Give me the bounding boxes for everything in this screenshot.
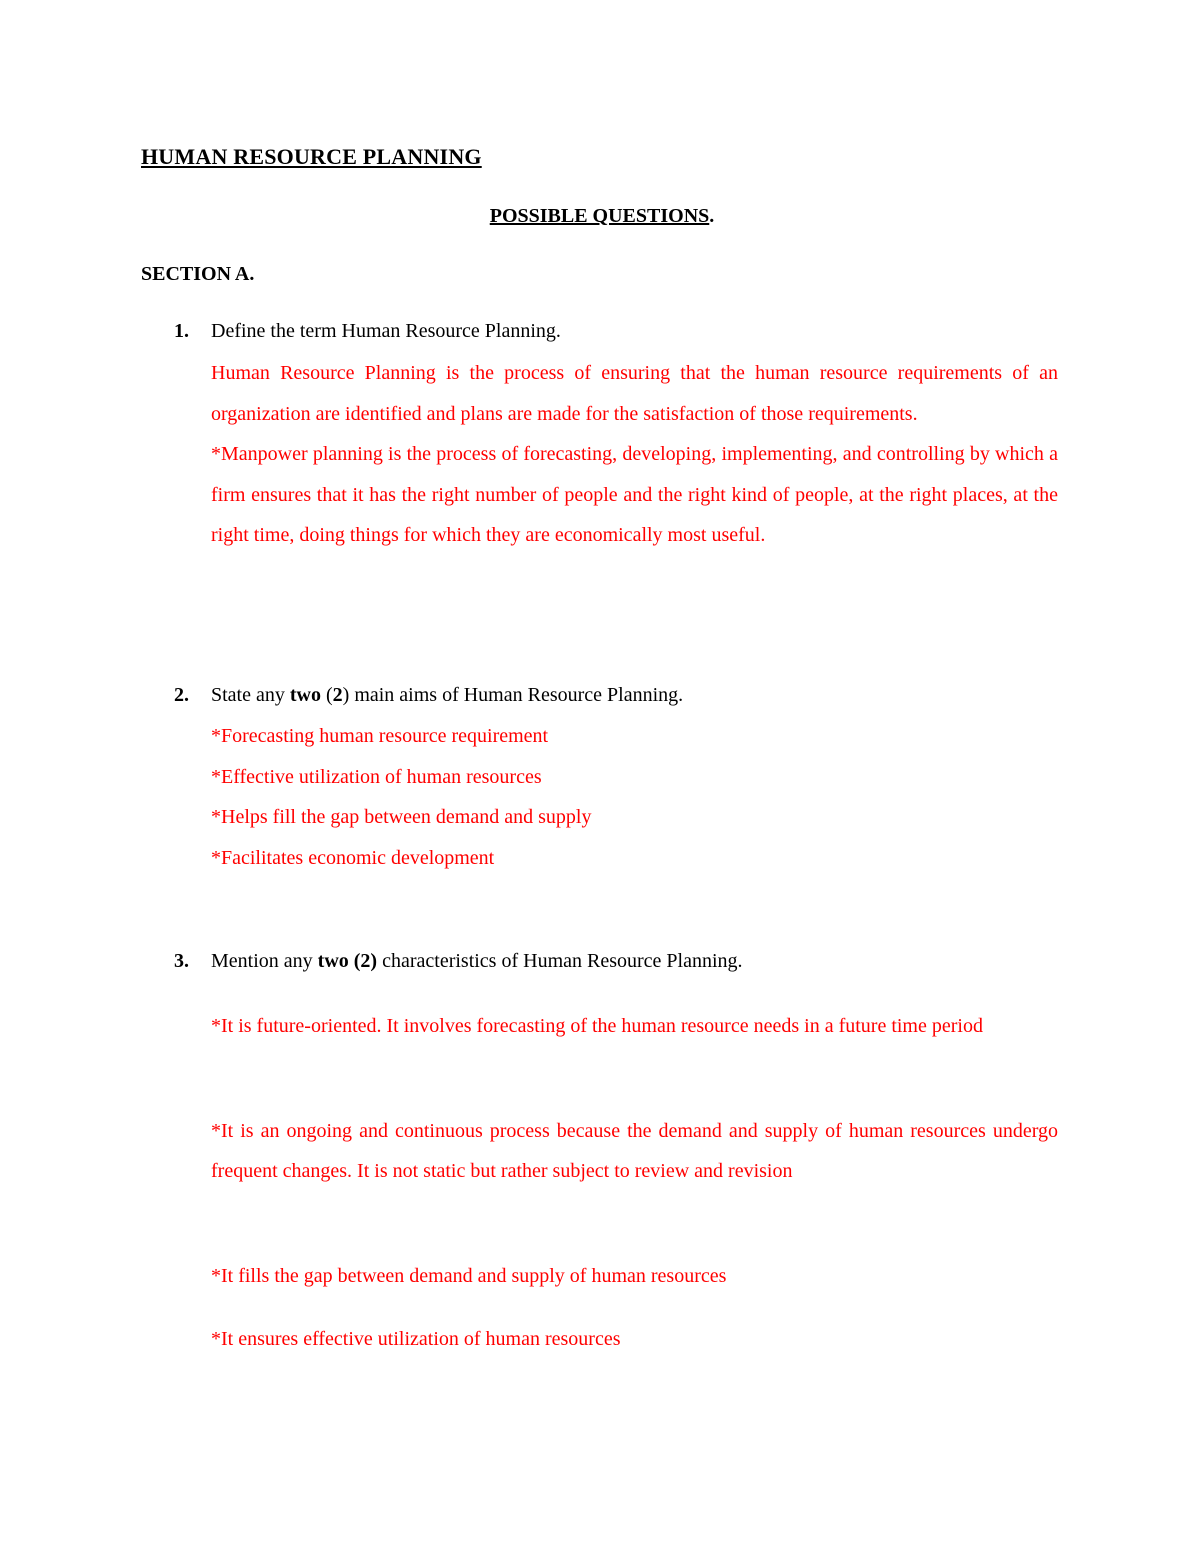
question-2-text [211, 684, 683, 707]
answer-paragraph: *Manpower planning is the process of forecasting, developing, implementing, and controlling by which a firm ensures that it has the right number of people and the right kind of people, at the right places, at the right time, doing things for which they are economically most useful. [211, 443, 1058, 547]
question-2-answers [211, 716, 1058, 878]
question-1-answer-1 [211, 353, 1058, 556]
answer-paragraph: Human Resource Planning is the process of ensuring that the human resource requirements of an organization are identified and plans are made for the satisfaction of those requirements. [211, 362, 1058, 425]
question-2-number: 2. [174, 684, 189, 706]
question-2-bold-2: 2 [332, 684, 343, 706]
possible-questions-period: . [709, 205, 715, 227]
question-3-answer-4: *It ensures effective utilization of human resources [211, 1328, 621, 1350]
question-1-text: Define the term Human Resource Planning. [211, 320, 561, 342]
question-3-answer-1: *It is future-oriented. It involves forecasting of the human resource needs in a future time period [211, 1015, 983, 1037]
possible-questions-heading [0, 205, 1200, 228]
question-3-text [211, 950, 743, 973]
answer-item: *Effective utilization of human resources [211, 765, 542, 788]
question-2-bold-two: two [289, 684, 321, 706]
question-1-number: 1. [174, 320, 189, 342]
question-2-text-before: State any [211, 684, 290, 706]
question-2-text-mid: ( [320, 684, 333, 706]
document-title: HUMAN RESOURCE PLANNING [141, 144, 482, 169]
answer-item: *Forecasting human resource requirement [211, 725, 549, 747]
section-heading: SECTION A. [141, 263, 255, 285]
answer-item: *Helps fill the gap between demand and supply [211, 806, 592, 829]
question-3-number: 3. [174, 950, 189, 972]
question-3-bold-two: two (2) [317, 950, 378, 972]
question-3-text-before: Mention any [211, 950, 318, 972]
possible-questions-text: POSSIBLE QUESTIONS [489, 205, 710, 227]
question-3-answer-2: *It is an ongoing and continuous process because the demand and supply of human resources undergo frequent changes. It is not static but rather subject to review and revision [211, 1120, 1058, 1182]
question-3-answer-3: *It fills the gap between demand and supply of human resources [211, 1265, 727, 1287]
question-2-text-after: ) main aims of Human Resource Planning. [342, 684, 684, 706]
answer-item: *Facilitates economic development [211, 846, 495, 869]
question-3-text-after: characteristics of Human Resource Planning. [377, 950, 743, 972]
